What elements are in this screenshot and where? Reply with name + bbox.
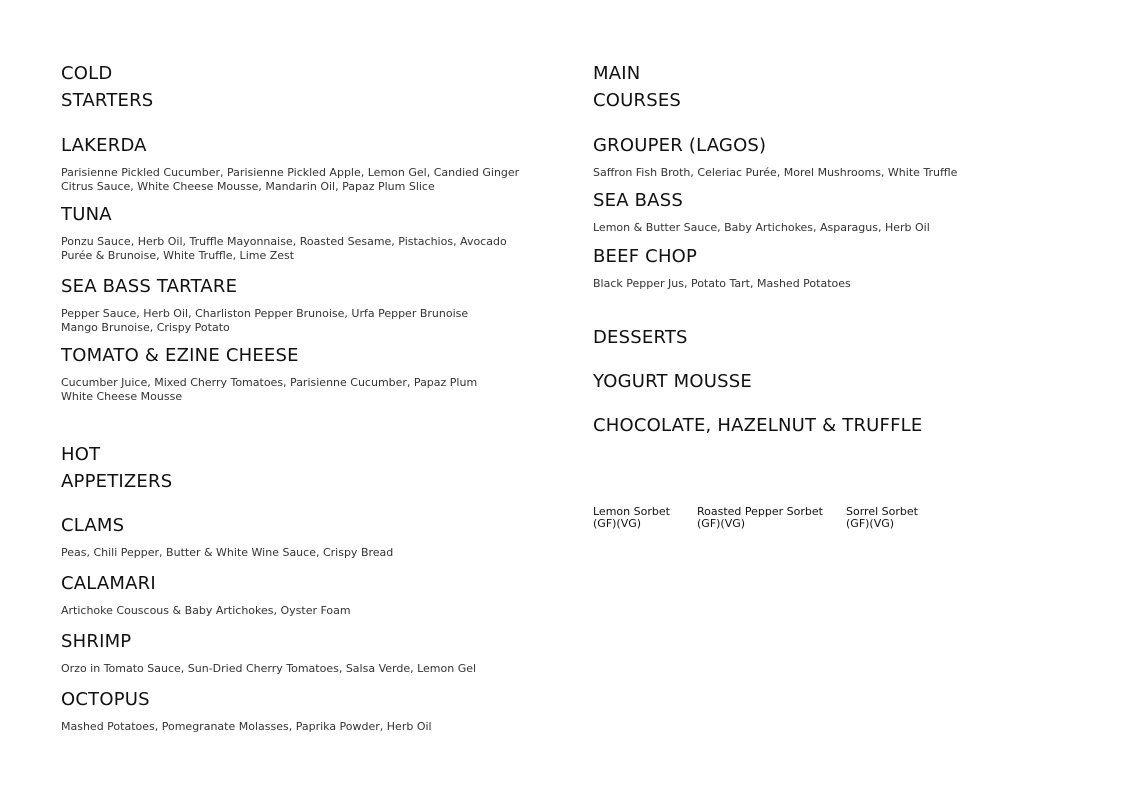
item-description: Artichoke Couscous & Baby Artichokes, Oyster Foam [61, 604, 351, 617]
item-description: Black Pepper Jus, Potato Tart, Mashed Potatoes [593, 277, 851, 290]
menu-item [61, 345, 551, 404]
item-name: CALAMARI [61, 573, 156, 594]
item-name: LAKERDA [61, 135, 147, 156]
item-description: Ponzu Sauce, Herb Oil, Truffle Mayonnaise, Roasted Sesame, Pistachios, Avocado Purée & Brunoise, White Truffle, Lime Zest [61, 235, 507, 262]
sorbet-item [593, 506, 670, 530]
sorbet-name: Roasted Pepper Sorbet [697, 505, 823, 518]
menu-item [593, 190, 1073, 235]
item-description: Pepper Sauce, Herb Oil, Charliston Pepper Brunoise, Urfa Pepper Brunoise Mango Brunoise, Crispy Potato [61, 307, 469, 334]
menu-item [593, 371, 1073, 393]
sorbet-item [697, 506, 823, 530]
item-name: CHOCOLATE, HAZELNUT & TRUFFLE [593, 415, 923, 436]
menu-item [61, 204, 551, 263]
item-name: BEEF CHOP [593, 246, 698, 267]
item-description: Mashed Potatoes, Pomegranate Molasses, Paprika Powder, Herb Oil [61, 720, 432, 733]
cold-starters-section [61, 60, 551, 114]
sorbet-name: Sorrel Sorbet [846, 505, 918, 518]
item-name: CLAMS [61, 515, 125, 536]
item-description: Parisienne Pickled Cucumber, Parisienne Pickled Apple, Lemon Gel, Candied Ginger Citrus Sauce, White Cheese Mousse, Mandarin Oil, Papaz Plum Slice [61, 166, 520, 193]
item-name: SHRIMP [61, 631, 132, 652]
sorbet-tags: (GF)(VG) [846, 517, 895, 530]
sorbet-item [846, 506, 918, 530]
section-title-starters: STARTERS [61, 90, 154, 111]
section-title-main: MAIN [593, 63, 641, 84]
main-courses-section [593, 60, 1073, 114]
menu-item [61, 515, 551, 560]
item-name: GROUPER (LAGOS) [593, 135, 767, 156]
section-title-appetizers: APPETIZERS [61, 471, 173, 492]
section-title-cold: COLD [61, 63, 113, 84]
section-title-desserts: DESSERTS [593, 327, 688, 348]
item-name: SEA BASS TARTARE [61, 276, 238, 297]
section-title-hot: HOT [61, 444, 101, 465]
item-description: Saffron Fish Broth, Celeriac Purée, Morel Mushrooms, White Truffle [593, 166, 958, 179]
menu-item [61, 135, 551, 194]
menu-item [593, 135, 1073, 180]
item-name: TUNA [61, 204, 112, 225]
menu-item [61, 276, 551, 335]
item-description: Orzo in Tomato Sauce, Sun-Dried Cherry Tomatoes, Salsa Verde, Lemon Gel [61, 662, 477, 675]
sorbet-tags: (GF)(VG) [697, 517, 746, 530]
menu-item [61, 689, 551, 734]
sorbet-name: Lemon Sorbet [593, 505, 670, 518]
item-description: Peas, Chili Pepper, Butter & White Wine Sauce, Crispy Bread [61, 546, 394, 559]
item-name: YOGURT MOUSSE [593, 371, 752, 392]
desserts-section [593, 327, 1073, 349]
section-title-courses: COURSES [593, 90, 682, 111]
item-name: TOMATO & EZINE CHEESE [61, 345, 299, 366]
menu-item [61, 631, 551, 676]
hot-appetizers-section [61, 441, 551, 495]
item-description: Cucumber Juice, Mixed Cherry Tomatoes, Parisienne Cucumber, Papaz Plum White Cheese Mousse [61, 376, 478, 403]
item-name: OCTOPUS [61, 689, 150, 710]
menu-item [61, 573, 551, 618]
item-name: SEA BASS [593, 190, 683, 211]
sorbet-tags: (GF)(VG) [593, 517, 642, 530]
menu-item [593, 415, 1073, 437]
menu-item [593, 246, 1073, 291]
item-description: Lemon & Butter Sauce, Baby Artichokes, Asparagus, Herb Oil [593, 221, 930, 234]
